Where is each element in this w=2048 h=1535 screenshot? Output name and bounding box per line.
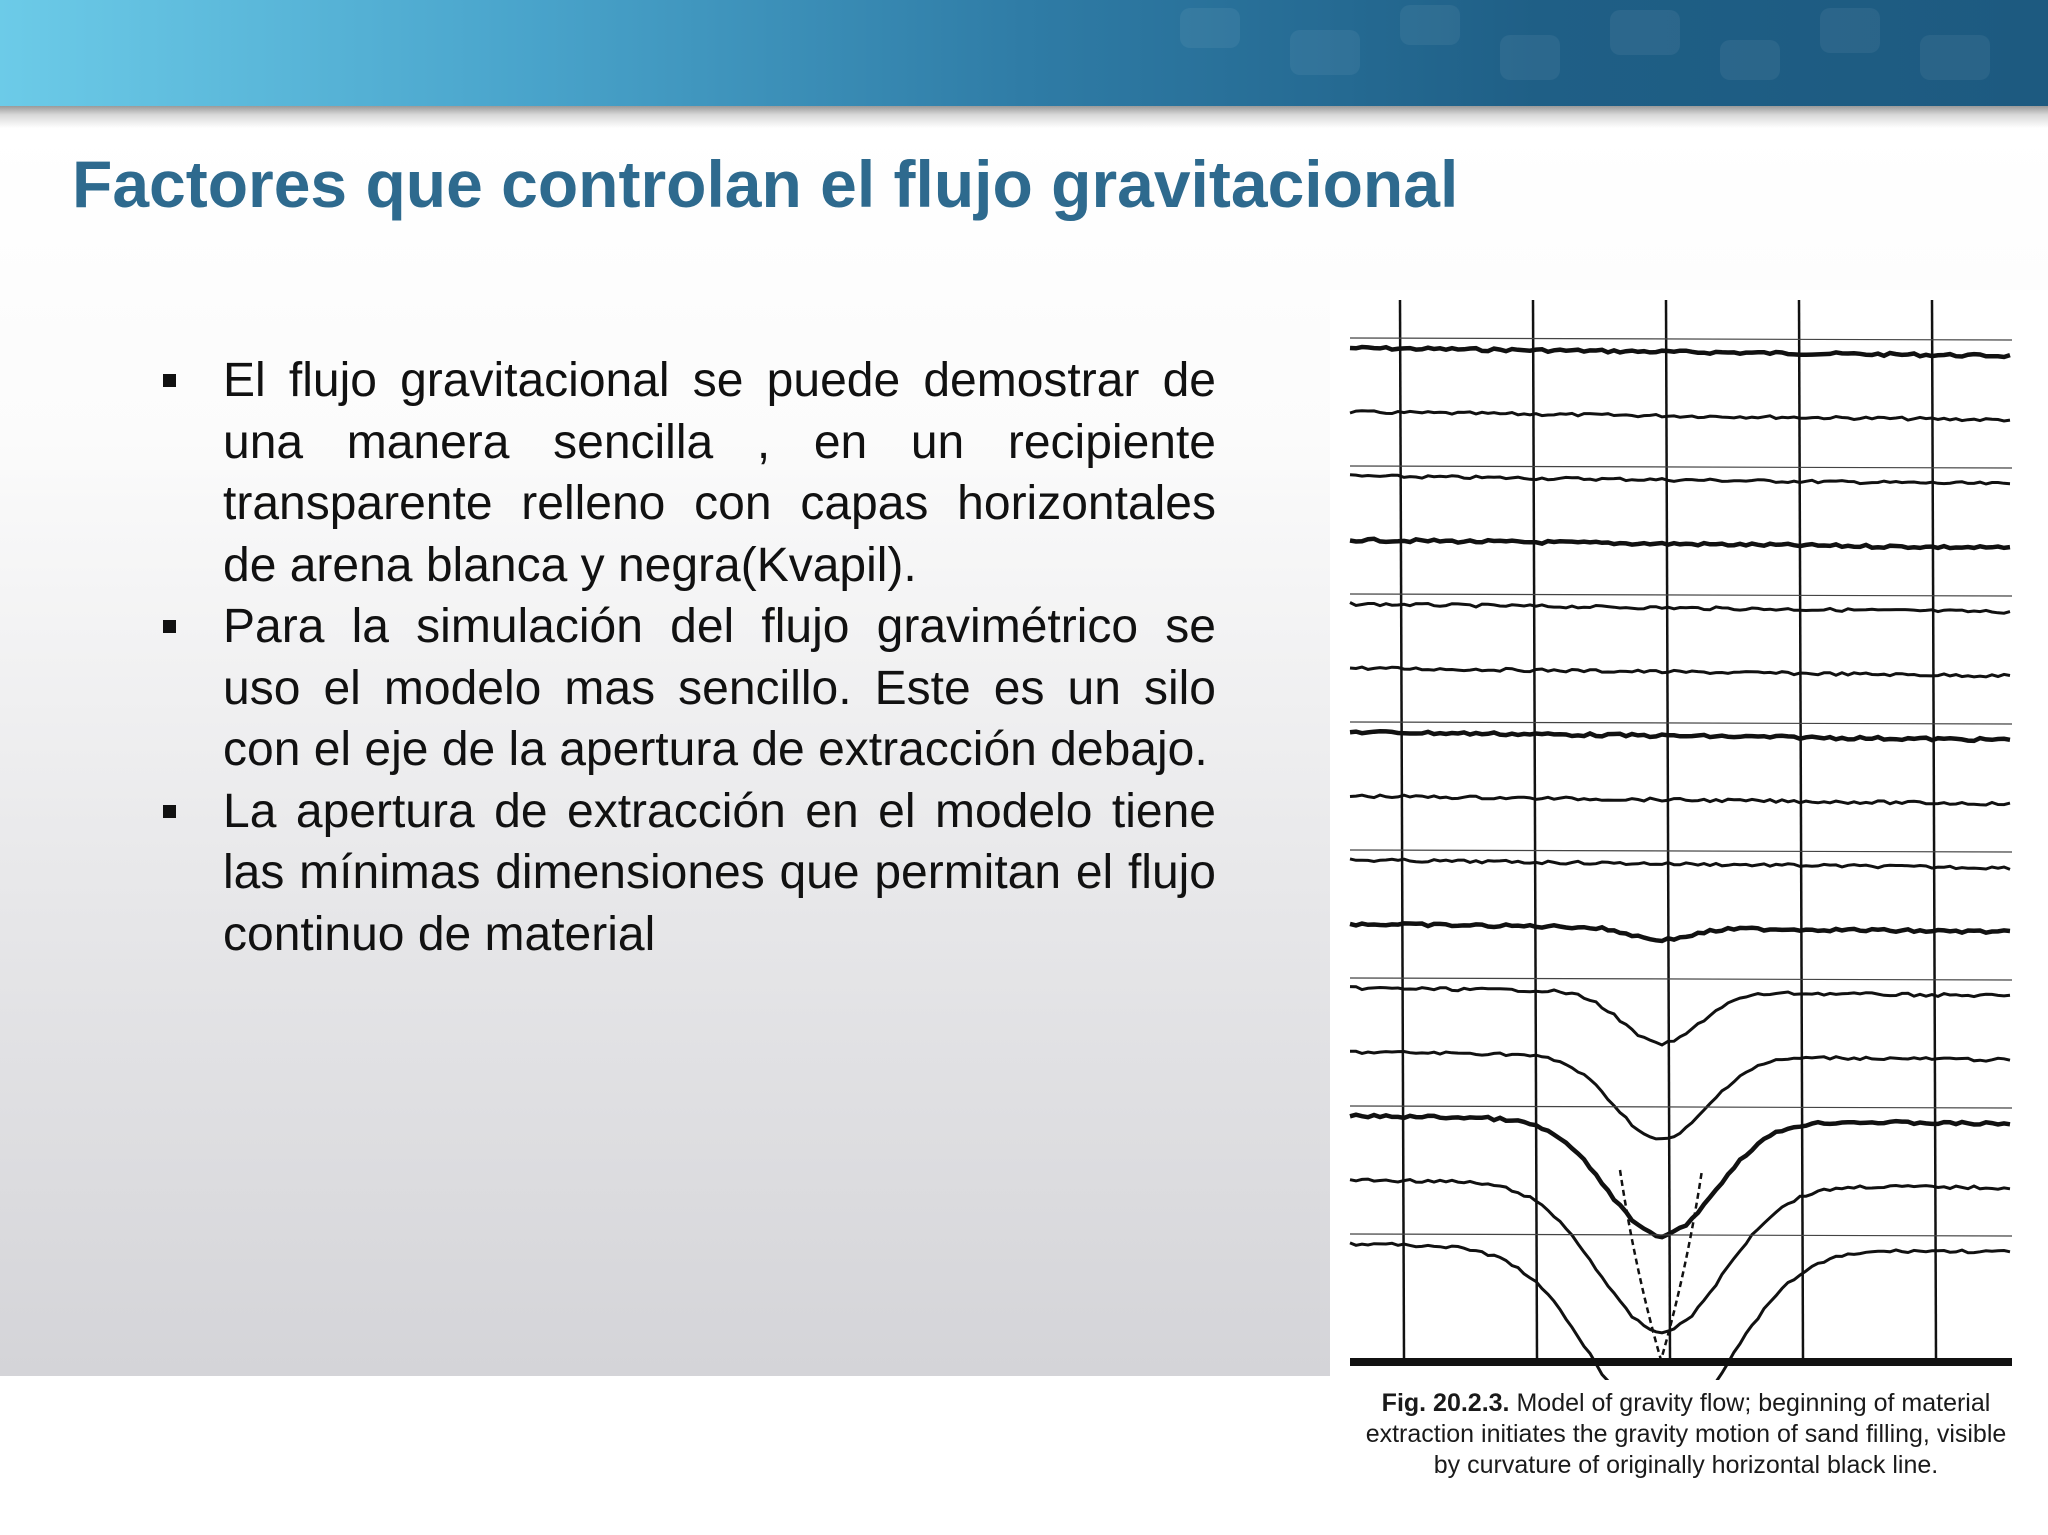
sand-layer-line xyxy=(1350,1179,2010,1333)
bullet-item xyxy=(160,781,1216,966)
reference-gridline xyxy=(1400,300,1404,1358)
figure-caption xyxy=(1352,1388,2020,1481)
bullet-text: El flujo gravitacional se puede demostrar de una manera sencilla , en un recipiente transparente relleno con capas horizontales de arena blanca y negra(Kvapil). xyxy=(223,354,1216,592)
bullet-list xyxy=(160,350,1216,965)
bullet-marker-icon xyxy=(163,805,176,818)
reference-gridline xyxy=(1666,300,1670,1358)
bullet-text: Para la simulación del flujo gravimétrico se uso el modelo mas sencillo. Este es un silo con el eje de la apertura de extracción debajo. xyxy=(223,600,1216,776)
sand-layer-line xyxy=(1350,987,2010,1045)
sand-layer-line xyxy=(1350,347,2010,357)
bullet-item xyxy=(160,596,1216,781)
banner-shadow xyxy=(0,106,2048,128)
sand-layer-line xyxy=(1350,603,2010,614)
figure-caption-label: Fig. 20.2.3. xyxy=(1381,1389,1510,1417)
header-banner xyxy=(0,0,2048,106)
sand-layer-line xyxy=(1350,731,2010,741)
slide-title: Factores que controlan el flujo gravitacional xyxy=(72,147,1459,221)
figure-caption-text: Model of gravity flow; beginning of material extraction initiates the gravity motion of sand filling, visible by curvature of originally horizontal black line. xyxy=(1365,1389,2007,1479)
layer-guide-line xyxy=(1350,594,2012,596)
sand-layer-line xyxy=(1350,923,2010,941)
layer-guide-line xyxy=(1350,1106,2012,1108)
sand-layer-line xyxy=(1350,539,2010,548)
sand-layer-line xyxy=(1350,411,2010,421)
sand-layer-line xyxy=(1350,795,2010,805)
layer-guide-line xyxy=(1350,978,2012,980)
layer-guide-line xyxy=(1350,1234,2012,1236)
sand-layer-line xyxy=(1350,667,2010,677)
layer-guide-line xyxy=(1350,722,2012,724)
bullet-text: La apertura de extracción en el modelo tiene las mínimas dimensiones que permitan el flujo continuo de material xyxy=(223,784,1216,961)
bullet-item xyxy=(160,350,1216,596)
bullet-marker-icon xyxy=(163,620,176,633)
sand-layer-line xyxy=(1350,475,2010,484)
bullet-marker-icon xyxy=(163,374,176,387)
gravity-flow-diagram xyxy=(1330,290,2048,1380)
gravity-flow-figure xyxy=(1330,290,2048,1380)
silo-base xyxy=(1350,1358,2012,1366)
reference-gridline xyxy=(1799,300,1803,1358)
layer-guide-line xyxy=(1350,466,2012,468)
reference-gridline xyxy=(1932,300,1936,1358)
layer-guide-line xyxy=(1350,850,2012,852)
layer-guide-line xyxy=(1350,338,2012,340)
sand-layer-line xyxy=(1350,1051,2010,1139)
sand-layer-line xyxy=(1350,859,2010,870)
